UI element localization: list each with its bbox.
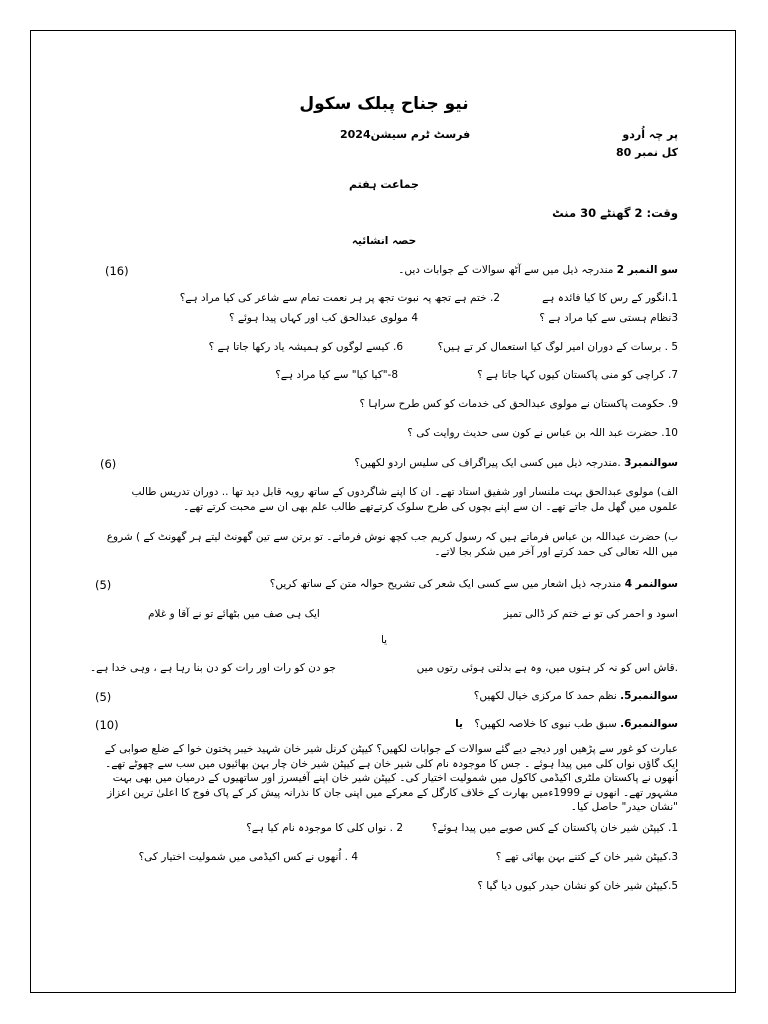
q2-item-3: 3نظام ہستی سے کیا مراد ہے ؟ — [539, 312, 678, 324]
verse-1-line-a: اسود و احمر کی تو نے ختم کر ڈالی تمیز — [503, 608, 678, 620]
q6-question-2: 2 . نواں کلی کا موجودہ نام کیا ہے؟ — [246, 822, 403, 834]
q2-label: سو النمبر 2 — [616, 264, 678, 276]
q6-label: سوالنمبر6. — [620, 718, 678, 730]
time-label: وقت: 2 گھنٹے 30 منٹ — [552, 206, 678, 220]
q2-item-8: 8-"کیا کیا" سے کیا مراد ہے؟ — [275, 369, 398, 381]
q2-text: مندرجہ ذیل میں سے آٹھ سوالات کے جوابات دیں۔ — [398, 264, 614, 276]
q4-label: سوالنمر 4 — [624, 578, 678, 590]
school-title: نیو جناح پبلک سکول — [299, 94, 469, 114]
section-title: حصہ انشائیہ — [351, 235, 417, 247]
q2-marks: (16) — [105, 264, 129, 278]
verse-1-line-b: ایک ہی صف میں بٹھائے تو نے آقا و غلام — [148, 608, 320, 620]
term-label: فرسٹ ٹرم سیشن2024 — [340, 128, 471, 141]
total-marks: کل نمبر 80 — [615, 146, 678, 159]
verse-2-line-b: جو دن کو رات اور رات کو دن بنا رہا ہے ، وہی خدا ہے۔ — [90, 662, 336, 674]
q3-heading — [354, 457, 678, 469]
q3-paragraph-b: ب) حضرت عبداللہ بن عباس فرماتے ہیں کہ رسول کریم جب کچھ نوش فرماتے۔ تو برتن سے تین گھونٹ لیتے ہر گھونٹ کے ) شروع میں اللہ تعالی کی حمد کرتے اور آخر میں شکر بجا لاتے۔ — [106, 531, 678, 558]
q2-item-10: 10. حضرت عبد اللہ بن عباس نے کون سی حدیث روایت کی ؟ — [407, 427, 678, 439]
q6-question-3: 3.کیپٹن شیر خان کے کتنے بہن بھائی تھے ؟ — [495, 851, 678, 863]
q6-heading — [455, 718, 678, 730]
q5-heading — [474, 690, 678, 702]
q3-label: سوالنمبر3 — [624, 457, 678, 469]
q2-item-5: 5 . برسات کے دوران امیر لوگ کیا استعمال کر تے ہیں؟ — [437, 341, 678, 353]
q4-text: مندرجہ ذیل اشعار میں سے کسی ایک شعر کی تشریح حوالہ متن کے ساتھ کریں؟ — [269, 578, 622, 590]
q6-text: سبق طب نبوی کا خلاصہ لکھیں؟ — [474, 718, 617, 730]
q2-item-9: 9. حکومت پاکستان نے مولوی عبدالحق کی خدمات کو کس طرح سراہا ؟ — [359, 398, 678, 410]
q6-marks: (10) — [95, 718, 119, 732]
class-label: جماعت ہفتم — [349, 178, 419, 191]
q6-question-1: 1. کیپٹن شیر خان پاکستان کے کس صوبے میں پیدا ہوئے؟ — [431, 822, 678, 834]
q3-marks: (6) — [100, 457, 117, 471]
q5-label: سوالنمبر5. — [620, 690, 678, 702]
q6-or: یا — [455, 718, 463, 730]
q4-marks: (5) — [95, 578, 112, 592]
q2-heading — [398, 264, 678, 276]
verse-2-line-a: .قاش اس کو نہ کر ہتوں میں، وہ ہے بدلتی ہوئی رتوں میں — [416, 662, 678, 674]
q2-item-2: 2. ختم ہے تجھ پہ نبوت تجھ پر ہر نعمت تمام سے شاعر کی کیا مراد ہے؟ — [179, 292, 500, 304]
q5-text: نظم حمد کا مرکزی خیال لکھیں؟ — [473, 690, 617, 702]
q2-item-6: 6. کیسے لوگوں کو ہمیشہ یاد رکھا جاتا ہے ؟ — [208, 341, 403, 353]
q3-paragraph-a: الف) مولوی عبدالحق بہت ملنسار اور شفیق استاد تھے۔ ان کا اپنے شاگردوں کے ساتھ رویہ قابل دید تھا .. دوران تدریس طالب علموں میں گھل مل جاتے تھے۔ ان سے اپنے بچوں کی طرح سلوک کرتےتھے طالب علم بھی ان سے محبت کرتے تھے۔ — [131, 486, 678, 513]
paper-subject: پر چہ اُردو — [622, 128, 678, 141]
q6-question-5: 5.کیپٹن شیر خان کو نشان حیدر کیوں دیا گیا ؟ — [477, 880, 678, 892]
q2-item-1: 1.انگور کے رس کا کیا فائدہ ہے — [542, 292, 678, 304]
q4-or: یا — [380, 634, 388, 646]
q6-passage: عبارت کو غور سے پڑھیں اور دیجے دیے گئے سوالات کے جوابات لکھیں؟ کیپٹن کرنل شیر خان شہید خیبر پختون خوا کے ضلع صوابی کے ایک گاؤں نواں کلی میں پیدا ہوئے ۔ جس کا موجودہ نام کلی شیر خان ہے کیپٹن شیر خان چار بہن بھائیوں میں سب سے چھوٹے تھے۔ اُنھوں نے پاکستان ملٹری اکیڈمی کاکول میں شمولیت اختیار کی۔ کیپٹن شیر خان اپنے آفیسرز اور ساتھیوں کے درمیان میں بھی بہت مشہور تھے۔ انھوں نے 1999ءمیں بھارت کے خلاف کارگل کے معرکے میں اپنی جان کا نذرانہ پیش کر کے پاک فوج کا اعلیٰ ترین اعزاز "نشان حیدر" حاصل کیا۔ — [104, 743, 678, 813]
q5-marks: (5) — [95, 690, 112, 704]
q3-text: .مندرجہ ذیل میں کسی ایک پیراگراف کی سلیس اردو لکھیں؟ — [354, 457, 621, 469]
q4-heading — [270, 578, 678, 590]
q2-item-7: 7. کراچی کو منی پاکستان کیوں کہا جاتا ہے ؟ — [477, 369, 678, 381]
q6-question-4: 4 . اُنھوں نے کس اکیڈمی میں شمولیت اختیار کی؟ — [138, 851, 358, 863]
q2-item-4: 4 مولوی عبدالحق کب اور کہاں پیدا ہوئے ؟ — [228, 312, 418, 324]
